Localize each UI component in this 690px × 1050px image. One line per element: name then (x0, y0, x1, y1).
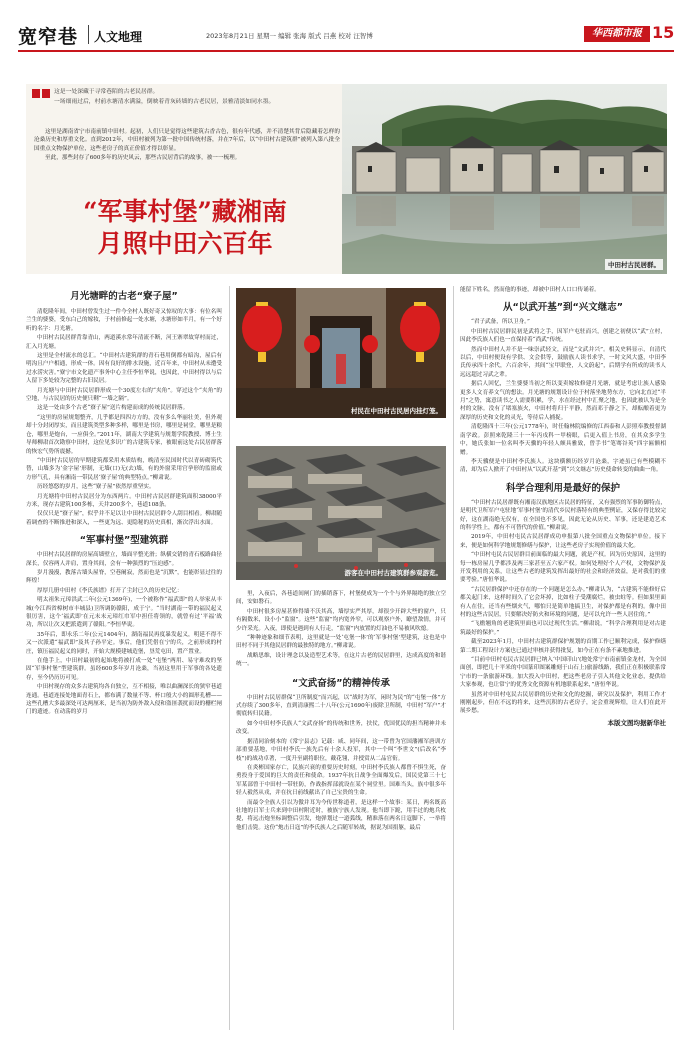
photo-caption: 村民在中田村古民居内挂灯笼。 (351, 407, 442, 415)
body-paragraph: 虽然对中田村屯民古民居群的历史和文化的挖掘，研究以及保护，利用工作才刚刚起步，但在不远的将来，这些沉积的古老房子，定会重现辉煌，让人们在此开展乡愁。 (460, 691, 666, 715)
body-paragraph: 仅仅只是“寮子屋”，似乎并不足以让中田村古民居群令人刮目相看。柳肃随着调查的不断推进和深入，一些更为远、更隐秘的历史真相，渐次浮出水面。 (26, 511, 222, 526)
paper-name-logo: 华西都市报 (584, 26, 650, 42)
column-1 (26, 286, 222, 718)
lead-body (34, 128, 340, 164)
body-paragraph: 中田村古民居群的房屋高墙壁立，墙面平整光滑；纵横交错的青石板路曲径深长，仅容两人并肩，置身其间，会有一种强烈的“压迫感”。 (26, 552, 222, 567)
body-paragraph: 李天骥便是中田村李氏族人。这块横额历经岁月沧桑，字迹虽已有些模糊不清，却为后人掀开了中田村从“以武开基”到“兴文继志”历史使命转变的曲曲一角。 (460, 458, 666, 474)
headline-line-2: 月照中田六百年 (97, 229, 273, 258)
page-number: 15 (652, 23, 675, 42)
body-paragraph: 在他手上，中田村最初的起始地将被打成一处“屯堡”两用、易守难攻的坚固“军事村堡”型建筑群。虽经600多年岁月沧桑，当初这里用于军事的各处遗存，至今仍历历可见。 (26, 658, 222, 681)
body-paragraph: 明太祖朱元璋洪武二年(公元1369年)，一个被称作“福武即”的人举家从丰城(今江西省樟树市丰城县)卫所调防赣阳，成于宁。“当时湖南一带的福民起义很厉害，这个‘福武即’在元末末元璋红巾军中担任将领的，就曾有过‘平福’战功，所以让次又把派遣到了赣阳。”李恒华说。 (26, 597, 222, 629)
masthead-rule (18, 50, 674, 52)
body-paragraph: “君子武备，所以卫身。” (471, 319, 530, 326)
body-paragraph: “中田村屯民古民居群目前面临的最大问题，就是产权。因为历史原因，这里的每一栋房屋几乎都涉及两三家甚至五六家产权。如何处理好个人产权，文物保护及开发利用的关系，让这些古老的建筑发挥出最好的社会和经济效益，是对我们的重要考验。”唐恒华说。 (460, 552, 666, 584)
masthead (18, 22, 678, 50)
section-title-s1: 月光塘畔的古老“寮子屋” (70, 291, 178, 302)
body-paragraph: 而最令全族人引以为傲并耳为今传世称道者，是这样一个故事：某日，两名既高壮地的日军士兵来到中田村附近时，被族宁族人发现。他当即下跪，用手过的炮兵枚提，将远击炮坐标调整后引发，炮弹划过一道弧线，精准落在两名日寇脚下，一举将他们击毙。这份“炮击日寇”的李氏族人之后随军转战，据说为国捐躯，最后 (236, 799, 446, 831)
body-paragraph: 中田村现存的众多古建筑均各自独立，互不相接，唯以曲澜深长的狭窄巷道连通。巷道连接处地面青石上，都布满了数量不等、杯口般大小的圆形孔槽——这些孔槽大多最深处可达两厘米，是当初为防外敌入侵和盗匪袭扰而设的栅栏闸门的遗迹。在动荡的岁月 (26, 684, 222, 716)
body-paragraph: 月光塘与中田村古民居群形成一个30度左右的“夹角”。穿过这个“夹角”的空地，与古民居的历史便只剩“一墙之隔”。 (26, 387, 222, 403)
column-3 (460, 286, 666, 727)
byline: 本版文图均据新华社 (607, 718, 666, 727)
section-title: 宽窄巷 (18, 26, 79, 48)
lead-intro-line: 一场细雨过后，村前水塘清水满溢，倒映着青灰砖墙的古老民居，景雅清淡如同水墨。 (54, 99, 275, 105)
column-divider (229, 286, 230, 1030)
village-photo-image (342, 84, 667, 274)
section-title-s2: “军事村堡”型建筑群 (79, 535, 169, 547)
column-2-text (236, 590, 446, 833)
body-paragraph: 2019年，中田村屯民古民居群成功申报第八批全国重点文物保护单位。接下来，便是如何科学地规划修缮与保护，让这些老房子实现价值的最大化。 (460, 534, 666, 549)
section-title-s4: “文武奋扬”的精神传承 (292, 677, 390, 689)
body-paragraph: 中田村古民居群背靠青山，两道溪水常年清流不断，河王寨翠故穿村而过，汇入月光塘。 (26, 335, 222, 350)
body-paragraph: “古民居群保护中还存在的一个问题是怎么办。”柳肃认为，“古建筑不能修好后都关起门来，这样时间久了它会坏掉，比如柱子受潮腐烂，被虫蛀等。但如果里面有人在住，还当有些烟火气，哪怕只是简单地搞卫生，对保护都是有利的。像中田村的这些古民居，只要解决好防火和环境的问题，是可以允许一些人居住的。” (460, 586, 666, 618)
body-paragraph: 里，入夜后，各巷道间闸门的插销落下，村堡便成为一个个与外界隔绝的独立空间，安如磐石。 (236, 591, 446, 606)
lead-paragraph: 这里是湖南省宁市南前镇中田村。起初，人们只是觉得这些建筑古香古色，很有年代感，并不清楚其背后隐藏着怎样的沧桑历史和厚重文化。直到2012年，中田村被列为第一批中国传统村落，并在7年后，以“中田村古建筑群”被列入第八批全国重点文物保护单位，这些老房子的真正价值才得以彰显。 (34, 129, 340, 152)
headline-line-1: “军事村堡”藏湘南 (83, 197, 287, 226)
body-paragraph: 35年后，即永乐二年(公元1404年)，湖南福民再度暴发起义，明延不得不又一次派遣“福武即”及其子孙平定。事后，他们凭借在宁的兵，之前形成的村庄，镇压福民起义的同时，开始大规模建城造堡，垦荒屯田，置产置业。 (26, 631, 222, 655)
body-paragraph: “目前中田村屯民古民居群已纳入‘中国印山’(地处常宁市南前镇金龙村，为全国面创，即把几十平米的中国篆印图案雕刻于山石上)旅游线路，我们正在积极联系常宁市的一条旅游环线。加大投入中田村，把这些老房子引入其他文化业态，提供给大家参观，也让常宁的优秀文化资源有机地联系起来，”唐恒华说。 (460, 657, 666, 689)
body-paragraph: 中田村古民居群民初是武将之手，因军户屯驻而兴，创建之初便以“武”立村，因此李氏族人们也一直保持着“尚武”传统。 (460, 328, 666, 344)
body-paragraph: “飞檐翘角的老建筑里面也可以过现代生活。”柳肃说，“科学合理利用是对古建筑最好的保护。” (460, 621, 666, 636)
body-paragraph: 清乾隆四十三年(公元1778年)，时任翰林院编修的江西泰和人彭照奉教授督湖南学政。彭照來乾隆三十一年丙戌科一甲榜眼，后更入值上书房，在其众多学生中，她氏张如一位名叫李天骥的年轻人颇具雅致，曾手书“笔骞谷英”四字匾额相赠。 (460, 424, 666, 456)
body-paragraph: “这里的房屋规划整齐，几乎都是四四方方的，没有多么华丽壮美，但外观却十分封闭厚实，而且建筑类型多种多样，哪里是书房，哪里是祠堂，哪里是粮仓，哪里是炮台，一应俱全。”2011年，湖南大学建筑与规划学院教授、博士生导师柳肃首次勘察中田村，这位见多识广的古建筑专家，被眼前这处古民居群落的恢宏气势所震撼。 (26, 414, 222, 455)
lantern-photo-image (236, 288, 446, 418)
village-photo (342, 84, 667, 274)
body-paragraph: 在炎彬国家存亡，民族兴衰的重要历史时刻，中田村李氏族人都曾不惧生死，奋勇投身于爱国的巨大的责任和使命。1937年抗日战争全面爆发后，国民党第三十七军某部曾于中田村一带驻防，作战指挥部就设在某个祠堂里。国难当头，族中很多年轻人毅然从戎，并在抗日前线献出了自己宝贵的生命。 (236, 764, 446, 797)
body-paragraph: 战略思维，设计理念以及造型艺术等，在这片古老的民居群里，达成高度的和谐统一。 (236, 652, 446, 668)
photo-caption: 中田村古民居群。 (605, 259, 663, 270)
aerial-photo-image (236, 446, 446, 580)
body-paragraph: 中田村很多房屋甚修得墙不沃其高，墙厚实严其厚，却很少开辟大些的窗户，只有隔数米，设小小“监窗”。这些“监窗”均内宽外窄，可以观察户外，瞭望敌情，并可少许采光。入夜，即使是遇到有人行走，“监窗”内放置的灯油也不易被风吹熄。 (236, 608, 446, 632)
body-paragraph: 如今中田村李氏族人“文武奋扬”的传统和世务，扶仗，优国优民的担当精神并未改变。 (236, 720, 446, 736)
body-paragraph: “种种迹象和细节表明，这里就是一处‘屯堡一体’的‘军事村堡’型建筑，这也是中田村不同于其他民居群的最独特的地方。”柳肃说。 (236, 635, 446, 650)
photo-caption: 游客在中田村古建筑群参观游览。 (344, 569, 442, 577)
aerial-photo (236, 446, 446, 580)
masthead-divider (88, 25, 89, 44)
lead-intro (32, 88, 332, 108)
body-paragraph: 然而中田村人并不是一味崇武轻文，而是“文武并兴”。相关史料显示，自清代以后，中田村便设有学供、文会供等，鼓励族人读书求学，一时文风大盛，中田李氏传承四十余代，六百余年，其间“宝甲联登，人文蔚起”，后期学有所成的读书人远远超过习武之辈。 (460, 346, 666, 378)
column-divider (453, 286, 454, 1030)
body-paragraph: 厚厚几册中田村《李氏族谱》打开了尘封已久的历史记忆： (37, 587, 183, 594)
body-paragraph: 截至2023年1月，中田村古建筑群保护规划的首期工作已顺利完成，保护修缮第二期工程设计方案也已通过审核并获得批复，如今正在有条不紊地推进。 (460, 639, 666, 654)
body-paragraph: 这里是全村流水的总汇。“中田村古建筑群的青石巷用倒都有暗沟，屋后有明沟且户户相通，形成一体。因有良好的排水设施，近百年来，中田村从未遭受过水涝灾害。”寮宁市文化遗产事务中心主任李恒华说，也因此，中田村得以与后人留下多处较为完整的古旧民居。 (26, 353, 222, 385)
lantern-photo (236, 288, 446, 418)
body-paragraph: “中田村古民居群既有湘南汉族地区古民居的特征，又有强烈的军事防御特点，是明代卫所军户屯驻地‘军事村堡’的清代乡民村落特有的典型例证，又保存得比较完好，这在湖南绝无仅有，在全国也不多见，因此无论从历史、军事，还是建造艺术的科学性上，都有不可替代的价值。”柳肃说。 (460, 499, 666, 531)
body-paragraph: 据清同治刻本的《常宁县志》记载：咸、同年间，这一带曾为官国藩湘军唐训方部重要基地，中田村李氏一族先后有十余人投军，其中一个叫“李世文”(后改名“李枝”)的战功卓著，一度升至副将职位，戴花翎，并授赏从二品官衔。 (236, 738, 446, 762)
section-title-s6: 从“以武开基”到“兴文继志” (503, 302, 623, 314)
section-title-s7: 科学合理利用是最好的保护 (505, 482, 620, 494)
lead-intro-line: 这是一处深藏于寻常巷陌的古老民居群。 (54, 89, 159, 95)
body-paragraph: 历经悠悠的岁月，这些“寮子屋”依然厚重坚实。 (37, 484, 155, 491)
body-paragraph: 据后人回忆，兰生婆婆当初之所以变卖嫁妆修建月光塘，就是考虑让族人感染更多人文育养文气的想法。月光塘的规划设计位于村落坐地势东方，它向北直过“半月”之势，寓意读书之人需要积累，学，水在经过村中汇聚之地，也因此被认为是全村的文脉。没有了堵塞族火，中田村将归于平静，然而邓于静之下，却酝酿着更为深厚的历史和文化的灵光，等待后人捕捉。 (460, 381, 666, 421)
column-name: 人文地理 (94, 30, 143, 44)
lead-paragraph: 至此，那些封存了600多年的历史风云，那些古民居背后的故事，被一一梳理。 (45, 155, 241, 162)
body-paragraph: “中田村古民居的早期建筑都采用木质结构，晚清至民国时代以青砖砌筑代替，山墙多为‘金字屋’形制，无墙(口)无(去)墙，有的外窗采用官挙形的监窗或方形气孔，具有湘南一带民居‘寮子屋’的典型特点。”柳肃说。 (26, 457, 222, 481)
body-paragraph: 岁月漫漫，教落古墙头屋脊，空巷阑寂，然而也是“沉默”，也能彰显过往的辉煌！ (26, 569, 222, 585)
body-paragraph: 这是一处由多个古老“寮子屋”送片构建而成的传统民居群落。 (37, 405, 189, 412)
body-paragraph: 能留下姓名，然而他的事迹，却被中田村人口口传诵着。 (460, 287, 600, 293)
dateline: 2023年8月21日 星期一 编辑 张海 版式 吕燕 校对 汪智博 (206, 32, 373, 40)
body-paragraph: 月光塘将中田村古民居分为东西两片。中田村古民居群建筑面积38000平方米，现存古建筑100多栋，天井200多个，巷道108条。 (26, 493, 222, 508)
body-paragraph: 清乾隆年间，中田村曾发生过一件今全村人既好奇又惊叹的大事：有位名叫兰生的婆婆，受东白己的嫁妆，于村前修起一处水塘，水塘形如半月，有一个好听的名字：月光塘。 (26, 309, 222, 332)
body-paragraph: 中田村古民居群保“卫所制度”而兴起，以“战时为军，闲时为民”的“屯堡一体”方式存续了300多年，直到清康熙二十八年(公元1690年)废除卫所制，中田村“军户”才彻底转归民籍。 (236, 694, 446, 718)
main-headline (26, 196, 344, 260)
